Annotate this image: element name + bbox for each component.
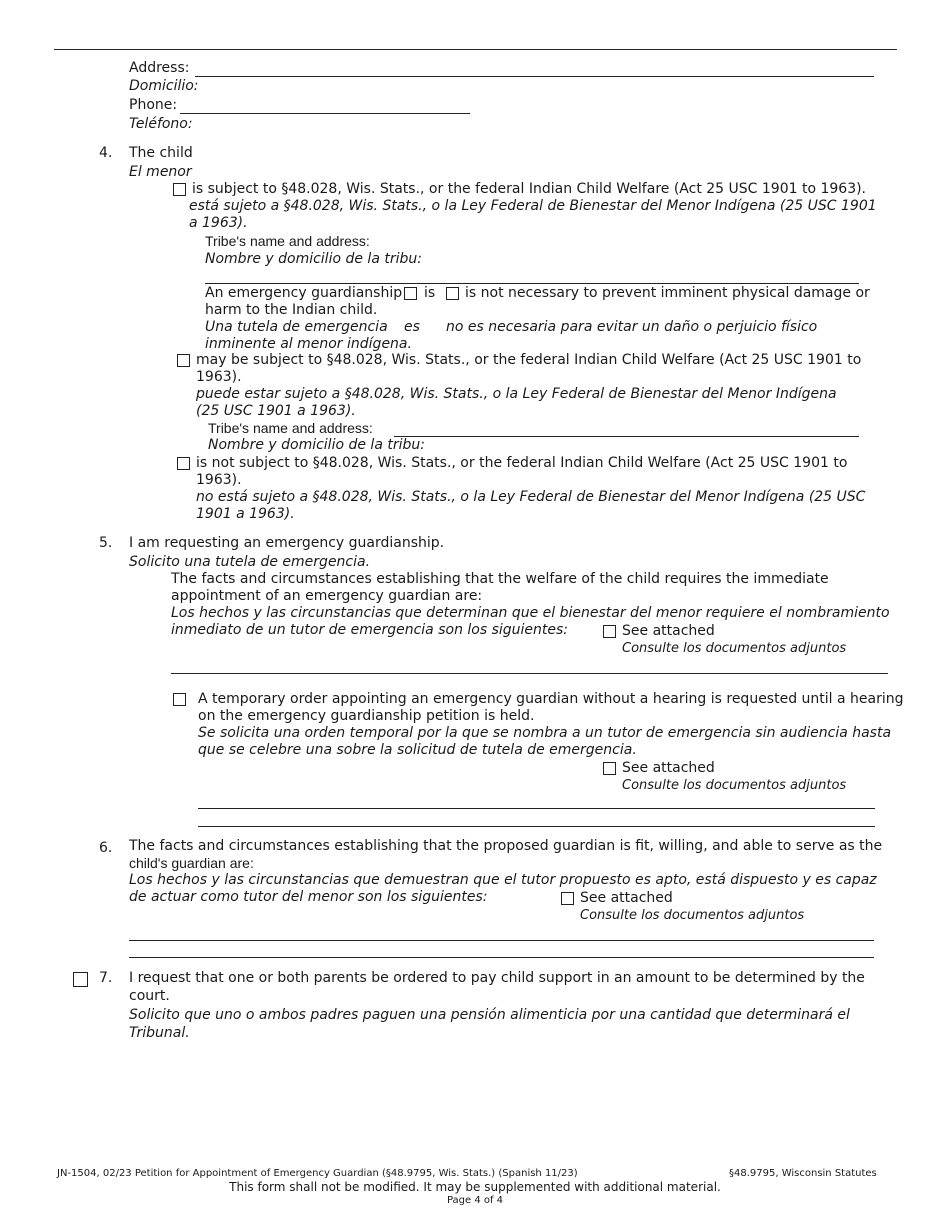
address-label-es: Domicilio: (129, 78, 199, 94)
tribe-label: Tribe's name and address: (205, 233, 370, 249)
address-label: Address: (129, 60, 190, 76)
phone-label-es: Teléfono: (129, 116, 193, 132)
footer-statute: §48.9795, Wisconsin Statutes (729, 1168, 877, 1179)
item4-title-es: El menor (129, 164, 192, 180)
item6-field-1[interactable] (129, 940, 874, 941)
item5-facts-1: The facts and circumstances establishing that the welfare of the child requires the immediate (171, 571, 829, 587)
item5-facts-es-1: Los hechos y las circunstancias que determinan que el bienestar del menor requiere el nombramiento (171, 605, 890, 621)
item4-subject-text: is subject to §48.028, Wis. Stats., or the federal Indian Child Welfare (Act 25 USC 1901 to 1963). (192, 181, 867, 197)
item7-es-1: Solicito que uno o ambos padres paguen una pensión alimenticia por una cantidad que determinará el (129, 1007, 850, 1023)
item5-facts-2: appointment of an emergency guardian are: (171, 588, 483, 604)
emergency-es-2: inminente al menor indígena. (205, 336, 412, 352)
item7-line-1: I request that one or both parents be ordered to pay child support in an amount to be determined by the (129, 970, 865, 986)
item6-see-attached-es: Consulte los documentos adjuntos (580, 908, 805, 923)
item6-number: 6. (99, 840, 113, 856)
address-field[interactable] (195, 76, 874, 77)
item6-field-2[interactable] (129, 957, 874, 958)
temp-order-checkbox[interactable] (173, 693, 186, 706)
item6-line-1: The facts and circumstances establishing that the proposed guardian is fit, willing, and able to serve as the (129, 838, 883, 854)
item6-see-attached: See attached (580, 890, 673, 906)
tribe-label-es: Nombre y domicilio de la tribu: (205, 251, 422, 267)
item4-subject-text-es-1: está sujeto a §48.028, Wis. Stats., o la Ley Federal de Bienestar del Menor Indígena (25 USC 1901 (189, 198, 877, 214)
temp-see-attached: See attached (622, 760, 715, 776)
item4-not-subject-checkbox[interactable] (177, 457, 190, 470)
item4-not-subject-text-1: is not subject to §48.028, Wis. Stats., or the federal Indian Child Welfare (Act 25 USC 1901 to (196, 455, 848, 471)
top-rule (54, 49, 897, 50)
tribe-field[interactable] (205, 283, 859, 284)
item7-checkbox[interactable] (73, 972, 88, 987)
footer-form-id: JN-1504, 02/23 Petition for Appointment of Emergency Guardian (§48.9795, Wis. Stats.) (Spanish 11/23) (57, 1168, 578, 1179)
item5-see-attached-checkbox[interactable] (603, 625, 616, 638)
item5-see-attached-es: Consulte los documentos adjuntos (622, 641, 847, 656)
emergency-is: is (424, 285, 436, 301)
phone-label: Phone: (129, 97, 178, 113)
emergency-suffix: is not necessary to prevent imminent physical damage or (465, 285, 870, 301)
item6-es-1: Los hechos y las circunstancias que demuestran que el tutor propuesto es apto, está dispuesto y es capaz (129, 872, 877, 888)
item4-not-subject-es-1: no está sujeto a §48.028, Wis. Stats., o la Ley Federal de Bienestar del Menor Indígena (25 USC (196, 489, 866, 505)
item4-may-subject-text-2: 1963). (196, 369, 242, 385)
item7-number: 7. (99, 970, 113, 986)
temp-order-es-1: Se solicita una orden temporal por la que se nombra a un tutor de emergencia sin audiencia hasta (198, 725, 892, 741)
temp-field-2[interactable] (198, 826, 875, 827)
tribe2-label: Tribe's name and address: (208, 420, 373, 436)
tribe2-label-es: Nombre y domicilio de la tribu: (208, 437, 425, 453)
item5-number: 5. (99, 535, 113, 551)
item5-see-attached: See attached (622, 623, 715, 639)
item4-may-subject-text-1: may be subject to §48.028, Wis. Stats., or the federal Indian Child Welfare (Act 25 USC 1901 to (196, 352, 862, 368)
item6-es-2: de actuar como tutor del menor son los siguientes: (129, 889, 488, 905)
temp-order-1: A temporary order appointing an emergency guardian without a hearing is requested until a hearing (198, 691, 904, 707)
item5-facts-field[interactable] (171, 673, 888, 674)
emergency-es-c: no es necesaria para evitar un daño o perjuicio físico (446, 319, 818, 335)
item6-see-attached-checkbox[interactable] (561, 892, 574, 905)
emergency-es-b: es (404, 319, 420, 335)
item4-may-subject-checkbox[interactable] (177, 354, 190, 367)
item4-subject-checkbox[interactable] (173, 183, 186, 196)
item6-line-2: child's guardian are: (129, 855, 254, 871)
item5-title: I am requesting an emergency guardianship. (129, 535, 445, 551)
temp-see-attached-checkbox[interactable] (603, 762, 616, 775)
phone-field[interactable] (180, 113, 470, 114)
item4-title: The child (129, 145, 193, 161)
item4-not-subject-es-2: 1901 a 1963). (196, 506, 295, 522)
item4-number: 4. (99, 145, 113, 161)
footer-page: Page 4 of 4 (446, 1195, 504, 1206)
emergency-is-not-checkbox[interactable] (446, 287, 459, 300)
temp-see-attached-es: Consulte los documentos adjuntos (622, 778, 847, 793)
item5-facts-es-2: inmediato de un tutor de emergencia son los siguientes: (171, 622, 569, 638)
item4-may-subject-es-2: (25 USC 1901 a 1963). (196, 403, 356, 419)
footer-notice: This form shall not be modified. It may be supplemented with additional material. (229, 1180, 721, 1194)
emergency-line2: harm to the Indian child. (205, 302, 378, 318)
item4-subject-text-es-2: a 1963). (189, 215, 248, 231)
item4-not-subject-text-2: 1963). (196, 472, 242, 488)
temp-field-1[interactable] (198, 808, 875, 809)
item5-title-es: Solicito una tutela de emergencia. (129, 554, 371, 570)
item7-line-2: court. (129, 988, 170, 1004)
item4-may-subject-es-1: puede estar sujeto a §48.028, Wis. Stats., o la Ley Federal de Bienestar del Menor Indígena (196, 386, 837, 402)
item7-es-2: Tribunal. (129, 1025, 190, 1041)
tribe2-field[interactable] (394, 436, 859, 437)
temp-order-es-2: que se celebre una sobre la solicitud de tutela de emergencia. (198, 742, 637, 758)
emergency-prefix: An emergency guardianship (205, 285, 403, 301)
temp-order-2: on the emergency guardianship petition is held. (198, 708, 535, 724)
emergency-es-a: Una tutela de emergencia (205, 319, 388, 335)
emergency-is-checkbox[interactable] (404, 287, 417, 300)
